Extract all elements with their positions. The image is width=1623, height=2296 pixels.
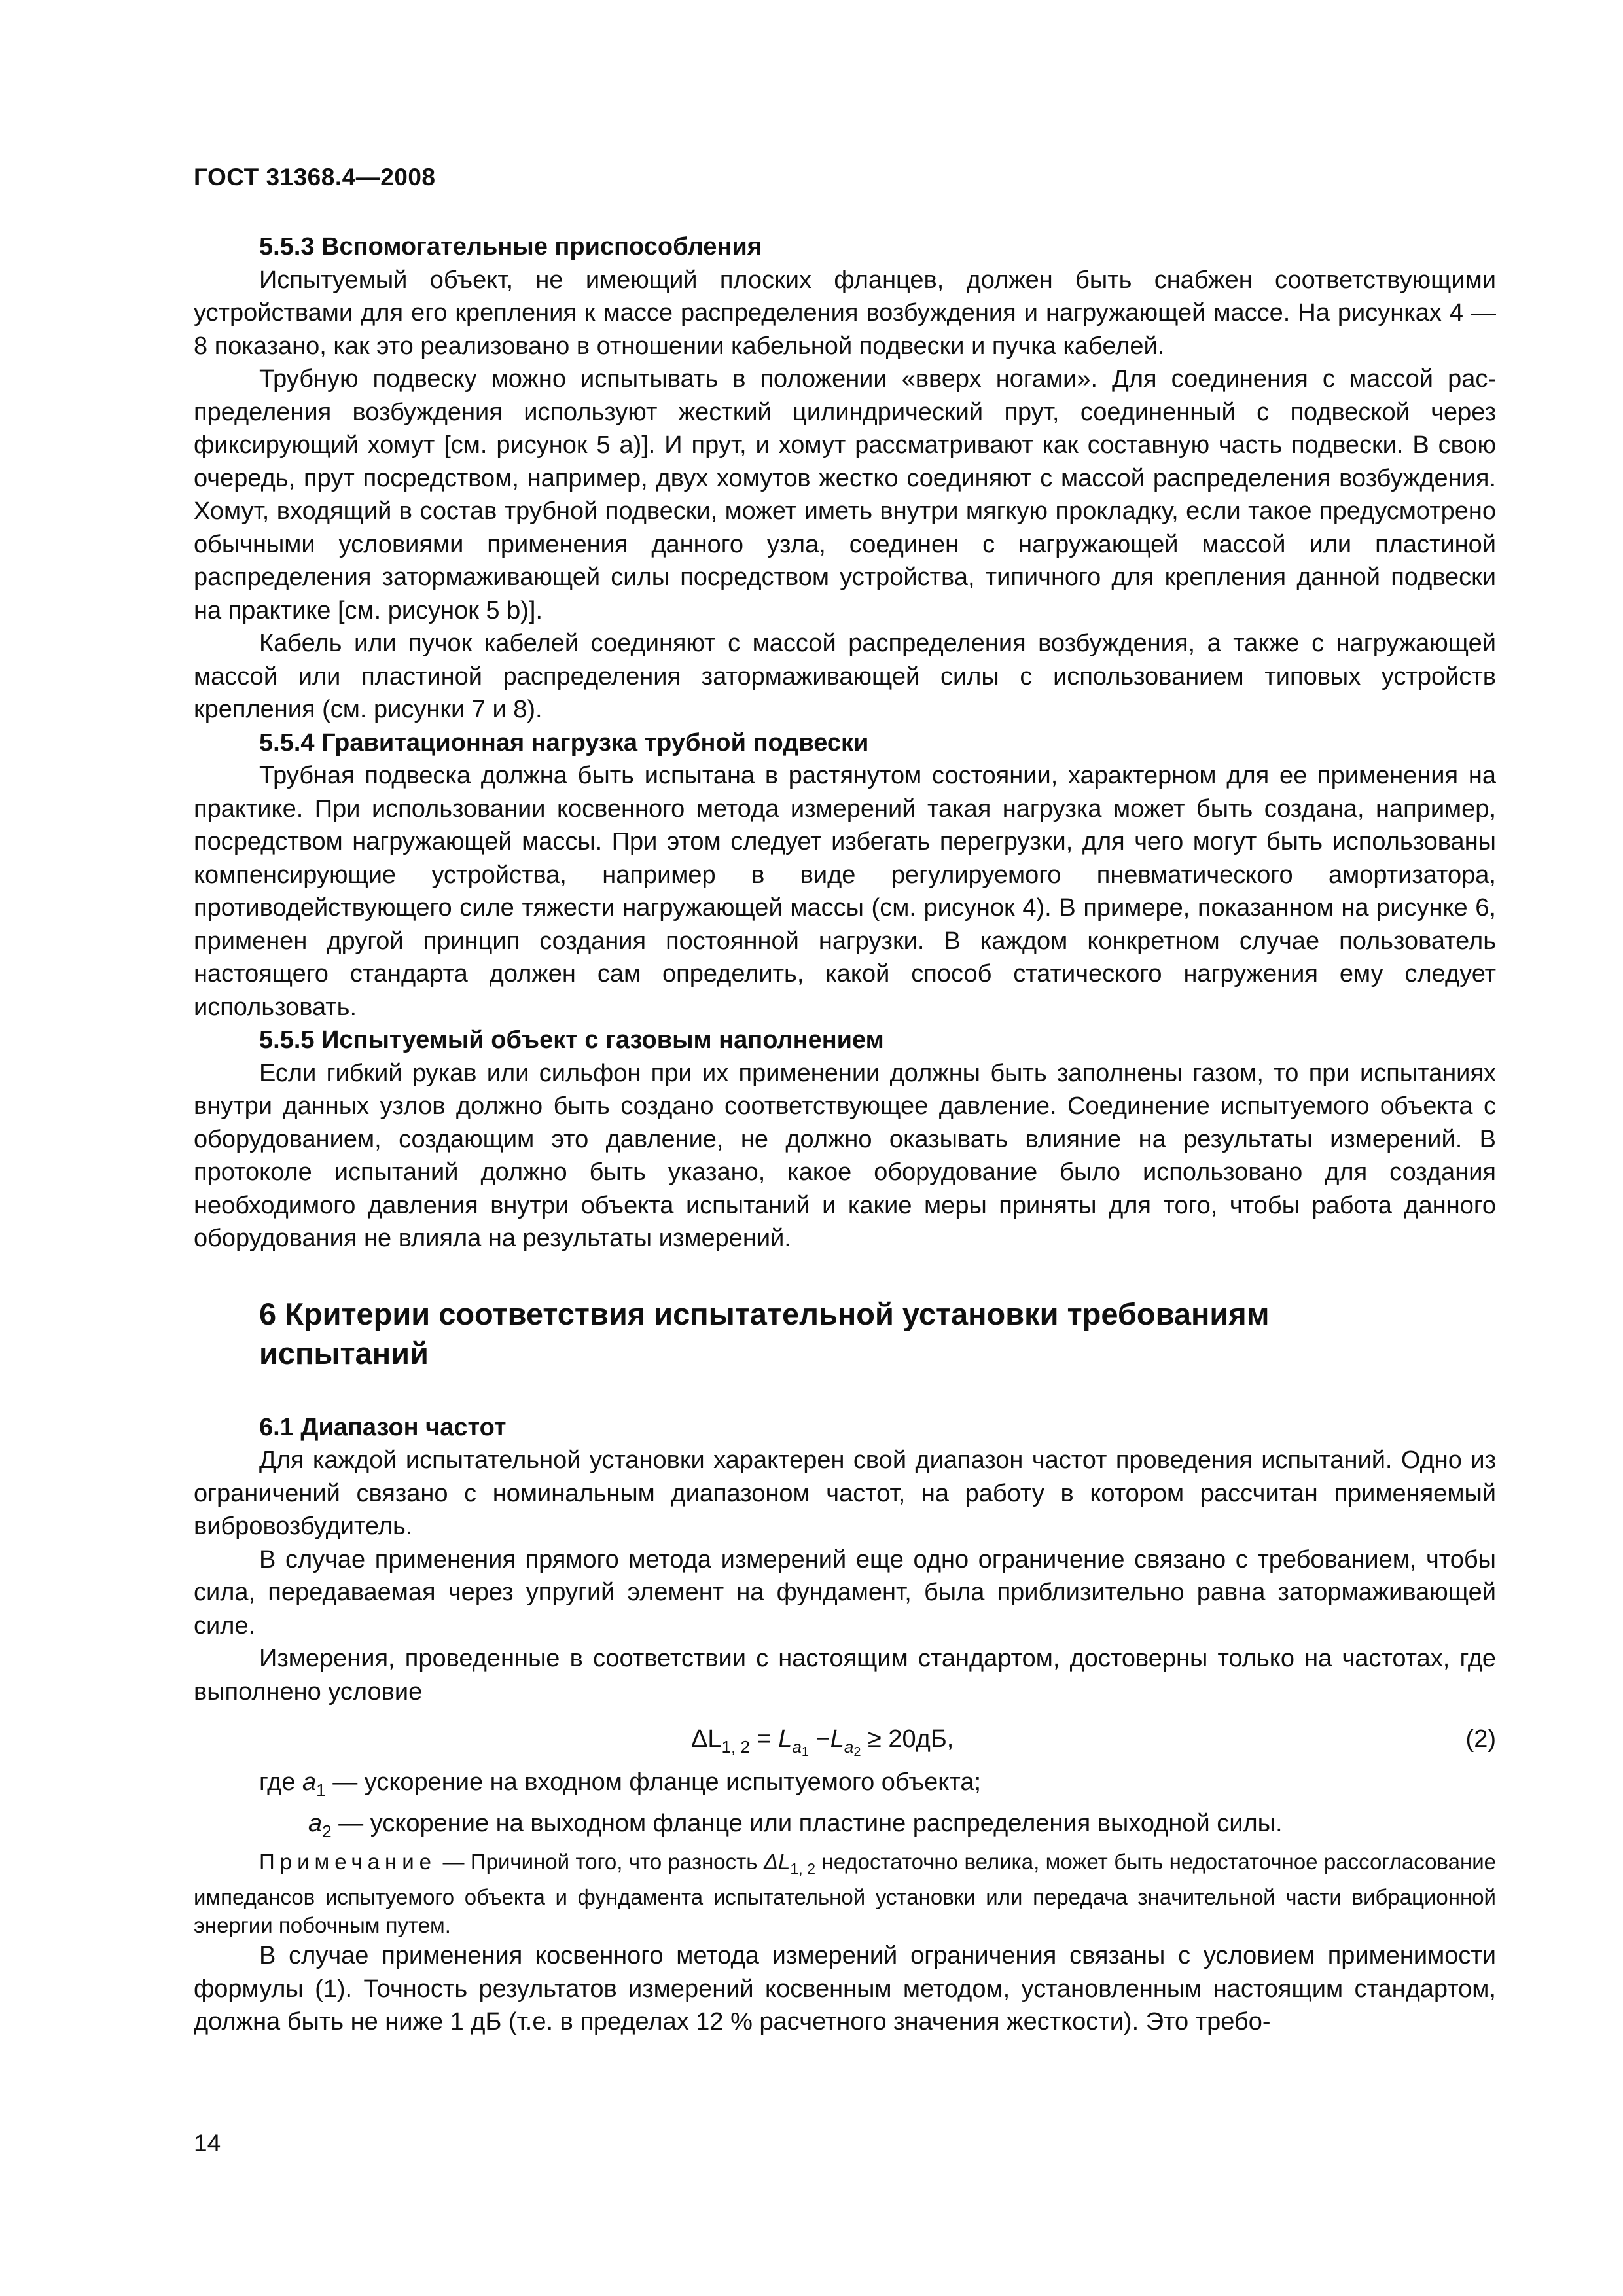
section-5-5-5-title: 5.5.5 Испытуемый объект с газовым наполнением	[259, 1026, 884, 1054]
formula-l2: L	[830, 1725, 844, 1753]
note-delta-sub: 1, 2	[790, 1860, 816, 1877]
document-body	[194, 230, 1496, 2039]
document-header: ГОСТ 31368.4—2008	[194, 164, 436, 190]
final-paragraph: В случае применения косвенного метода измерений ограничения связаны с условием применимости формулы (1). Точность результатов измерений косвенным методом, установленным настоящим стандартом, должна быть не ниже 1 дБ (т.е. в пределах 12 % расчетного значения жесткости). Это требо-	[194, 1942, 1496, 2036]
note	[194, 1848, 1496, 1939]
formula-l2-sub: a	[844, 1737, 854, 1757]
formula-rhs: ≥ 20дБ,	[861, 1725, 954, 1753]
section-6-title-line-1: 6 Критерии соответствия испытательной установки требованиям	[259, 1296, 1270, 1331]
section-6-1-paragraph-2: В случае применения прямого метода измерений еще одно ограничение связано с требованием, чтобы сила, передаваемая через упругий элемент на фундамент, была приблизительно равна затормaживающей силе.	[194, 1545, 1496, 1640]
where-prefix: где	[259, 1768, 303, 1796]
formula-l2-subsub: 2	[853, 1745, 861, 1759]
section-5-5-3-title: 5.5.3 Вспомогательные приспособления	[259, 233, 762, 260]
formula-l1-sub: a	[792, 1737, 802, 1757]
formula-l1-subsub: 1	[801, 1745, 809, 1759]
where-a2-symbol: a	[308, 1809, 323, 1837]
formula-number: (2)	[1465, 1725, 1496, 1753]
formula-l1: L	[778, 1725, 793, 1753]
formula-expression	[691, 1723, 954, 1769]
where-a2	[194, 1807, 1496, 1848]
note-text-1: — Причиной того, что разность	[437, 1850, 764, 1874]
formula-minus: −	[808, 1725, 830, 1753]
section-6-1-paragraph-1: Для каждой испытательной установки характерен свой диапазон частот проведения испытаний. Одно из ограничений связано с номинальным диапазоном частот, на работу в котором рассчитан применяемый вибровозбудитель.	[194, 1446, 1496, 1540]
formula-eq: =	[749, 1725, 779, 1753]
where-a1-sub: 1	[316, 1780, 326, 1800]
section-6-title	[194, 1295, 1496, 1373]
note-delta: ΔL	[763, 1850, 791, 1874]
section-5-5-3-paragraph-3: Кабель или пучок кабелей соединяют с массой распределения возбуждения, а также с нагружающей массой или пластиной распределения затормаживающей силы с использованием типовых устройств крепления (см. рисунки 7 и 8).	[194, 630, 1496, 723]
where-a1-symbol: a	[302, 1768, 317, 1796]
where-a2-sub: 2	[322, 1821, 332, 1841]
where-a1	[194, 1766, 1496, 1807]
section-5-5-4-title: 5.5.4 Гравитационная нагрузка трубной подвески	[259, 728, 869, 757]
where-a2-text: — ускорение на выходном фланце или пластине распределения выходной силы.	[331, 1809, 1283, 1837]
section-6-title-line-2: испытаний	[259, 1335, 429, 1371]
where-a1-text: — ускорение на входном фланце испытуемого объекта;	[325, 1768, 982, 1796]
note-text-2: недостаточно велика, может быть недостаточное рассогласование импедансов испытуемого объекта и фундамента испытательной установки или передача значительной части вибрационной энергии побочным путем.	[194, 1850, 1496, 1937]
section-6-1-paragraph-3: Измерения, проведенные в соответствии с настоящим стандартом, достоверны только на частотах, где выполнено условие	[194, 1645, 1496, 1706]
formula-2	[194, 1716, 1496, 1762]
section-5-5-4-paragraph-1: Трубная подвеска должна быть испытана в растянутом состоянии, характерном для ее применения на практике. При использовании косвенного метода измерений такая нагрузка может быть создана, например, посредством нагружающей массы. При этом следует избегать перегрузки, для чего могут быть использованы компенсирующие устройства, например в виде регулируемого пневматического амортизатора, противодействующего силе тяжести нагружающей массы (см. рисунок 4). В примере, показанном на рисунке 6, применен другой принцип создания постоянной нагрузки. В каждом конкретном случае пользователь настоящего стандарта должен сам определить, какой способ статического нагружения ему следует использовать.	[194, 762, 1496, 1021]
formula-delta-sub: 1, 2	[721, 1737, 750, 1757]
note-label: Примечание	[259, 1850, 437, 1874]
section-5-5-5-paragraph-1: Если гибкий рукав или сильфон при их применении должны быть заполнены газом, то при испытаниях внутри данных узлов должно быть создано соответствующее давление. Соединение испытуемого объекта с оборудованием, создающим это давление, не должно оказывать влияние на результаты измерений. В протоколе испытаний должно быть указано, какое оборудование было использовано для создания необходимого давления внутри объекта испытаний и какие меры приняты для того, чтобы работа данного оборудования не влияла на результаты измерений.	[194, 1059, 1496, 1252]
section-6-1-title: 6.1 Диапазон частот	[259, 1413, 507, 1441]
section-5-5-3-paragraph-2: Трубную подвеску можно испытывать в положении «вверх ногами». Для соединения с массой распределения возбуждения используют жесткий цилиндрический прут, соединенный с подвеской через фиксирующий хомут [см. рисунок 5 а)]. И прут, и хомут рассматривают как составную часть подвески. В свою очередь, прут посредством, например, двух хомутов жестко соединяют с массой распределения возбуждения. Хомут, входящий в состав трубной подвески, может иметь внутри мягкую прокладку, если такое предусмотрено обычными условиями применения данного узла, соединен с нагружающей массой или пластиной распределения затормаживающей силы посредством устройства, типичного для крепления данной подвески на практике [см. рисунок 5 b)].	[194, 365, 1496, 624]
page-number: 14	[194, 2130, 221, 2157]
formula-delta: ΔL	[691, 1725, 722, 1753]
section-5-5-3-paragraph-1: Испытуемый объект, не имеющий плоских фланцев, должен быть снабжен соответствующими устройствами для его крепления к массе распределения возбуждения и нагружающей массе. На рисунках 4 — 8 показано, как это реализовано в отношении кабельной подвески и пучка кабелей.	[194, 266, 1496, 360]
